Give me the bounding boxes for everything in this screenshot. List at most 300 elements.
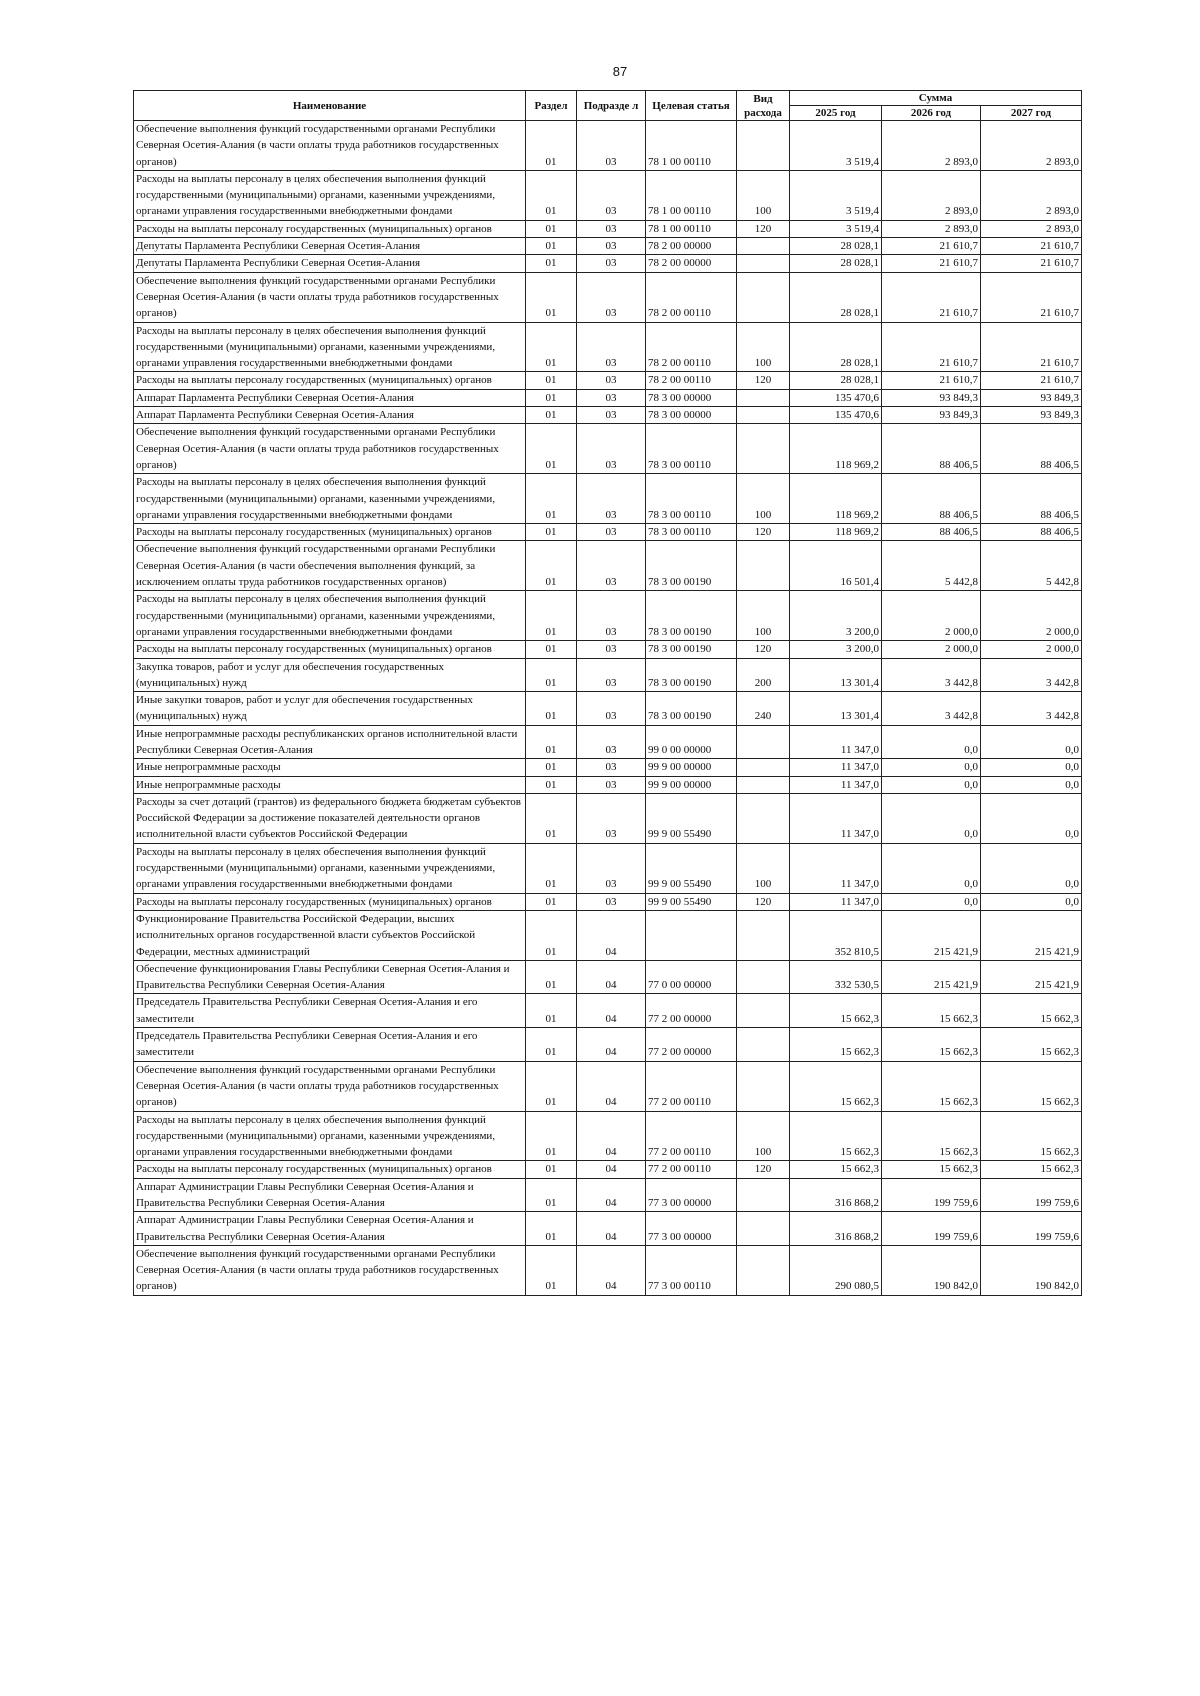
row-sum-2026: 88 406,5 <box>882 474 981 524</box>
row-expense-type <box>737 994 790 1028</box>
row-expense-type: 100 <box>737 591 790 641</box>
row-name: Расходы на выплаты персоналу государственных (муниципальных) органов <box>134 893 526 910</box>
row-sum-2027: 190 842,0 <box>981 1245 1082 1295</box>
row-sum-2025: 15 662,3 <box>790 1111 882 1161</box>
row-expense-type <box>737 1212 790 1246</box>
row-target-article: 78 2 00 00110 <box>646 322 737 372</box>
row-target-article: 78 2 00 00110 <box>646 272 737 322</box>
row-target-article: 78 3 00 00110 <box>646 474 737 524</box>
row-expense-type: 120 <box>737 220 790 237</box>
row-section: 01 <box>526 994 577 1028</box>
row-sum-2025: 15 662,3 <box>790 1161 882 1178</box>
row-subsection: 04 <box>577 1111 646 1161</box>
row-name: Расходы на выплаты персоналу в целях обеспечения выполнения функций государственными (муниципальными) органами, казенными учреждениями, органами управления государственными внебюджетными фондами <box>134 474 526 524</box>
row-sum-2026: 2 000,0 <box>882 591 981 641</box>
row-name: Расходы на выплаты персоналу в целях обеспечения выполнения функций государственными (муниципальными) органами, казенными учреждениями, органами управления государственными внебюджетными фондами <box>134 843 526 893</box>
row-sum-2026: 215 421,9 <box>882 960 981 994</box>
row-sum-2025: 13 301,4 <box>790 692 882 726</box>
row-sum-2026: 2 893,0 <box>882 220 981 237</box>
row-sum-2026: 21 610,7 <box>882 255 981 272</box>
row-sum-2027: 21 610,7 <box>981 322 1082 372</box>
row-expense-type: 100 <box>737 170 790 220</box>
row-section: 01 <box>526 170 577 220</box>
budget-table <box>133 90 1082 1296</box>
row-section: 01 <box>526 1028 577 1062</box>
table-row <box>134 692 1082 726</box>
row-section: 01 <box>526 322 577 372</box>
table-row <box>134 1178 1082 1212</box>
row-target-article: 78 3 00 00110 <box>646 424 737 474</box>
row-sum-2025: 15 662,3 <box>790 994 882 1028</box>
row-expense-type <box>737 960 790 994</box>
row-target-article: 99 9 00 00000 <box>646 776 737 793</box>
row-name: Обеспечение выполнения функций государственными органами Республики Северная Осетия-Алания (в части оплаты труда работников государственных органов) <box>134 272 526 322</box>
row-name: Расходы на выплаты персоналу в целях обеспечения выполнения функций государственными (муниципальными) органами, казенными учреждениями, органами управления государственными внебюджетными фондами <box>134 170 526 220</box>
row-name: Обеспечение выполнения функций государственными органами Республики Северная Осетия-Алания (в части обеспечения выполнения функций, за исключением оплаты труда работников государственных органов) <box>134 541 526 591</box>
row-target-article: 78 1 00 00110 <box>646 220 737 237</box>
table-row <box>134 641 1082 658</box>
row-expense-type: 120 <box>737 1161 790 1178</box>
row-section: 01 <box>526 474 577 524</box>
row-sum-2025: 118 969,2 <box>790 474 882 524</box>
row-sum-2027: 199 759,6 <box>981 1178 1082 1212</box>
row-sum-2026: 2 893,0 <box>882 121 981 171</box>
row-sum-2025: 11 347,0 <box>790 893 882 910</box>
row-sum-2025: 135 470,6 <box>790 389 882 406</box>
row-sum-2025: 16 501,4 <box>790 541 882 591</box>
row-sum-2026: 199 759,6 <box>882 1212 981 1246</box>
row-sum-2026: 15 662,3 <box>882 1061 981 1111</box>
row-expense-type: 200 <box>737 658 790 692</box>
row-sum-2027: 0,0 <box>981 843 1082 893</box>
row-target-article: 78 2 00 00000 <box>646 255 737 272</box>
row-target-article: 99 0 00 00000 <box>646 725 737 759</box>
row-name: Расходы на выплаты персоналу в целях обеспечения выполнения функций государственными (муниципальными) органами, казенными учреждениями, органами управления государственными внебюджетными фондами <box>134 322 526 372</box>
row-sum-2027: 21 610,7 <box>981 372 1082 389</box>
row-section: 01 <box>526 1245 577 1295</box>
table-row <box>134 725 1082 759</box>
row-sum-2026: 2 000,0 <box>882 641 981 658</box>
header-subsection: Подразде л <box>577 91 646 121</box>
header-name: Наименование <box>134 91 526 121</box>
row-subsection: 03 <box>577 591 646 641</box>
row-subsection: 03 <box>577 524 646 541</box>
row-sum-2026: 5 442,8 <box>882 541 981 591</box>
row-sum-2025: 28 028,1 <box>790 372 882 389</box>
row-sum-2026: 3 442,8 <box>882 692 981 726</box>
row-sum-2027: 215 421,9 <box>981 910 1082 960</box>
row-name: Расходы на выплаты персоналу государственных (муниципальных) органов <box>134 524 526 541</box>
row-sum-2025: 118 969,2 <box>790 424 882 474</box>
row-subsection: 03 <box>577 220 646 237</box>
row-sum-2025: 11 347,0 <box>790 759 882 776</box>
row-section: 01 <box>526 893 577 910</box>
row-sum-2026: 0,0 <box>882 776 981 793</box>
row-target-article: 78 1 00 00110 <box>646 121 737 171</box>
row-sum-2027: 15 662,3 <box>981 1061 1082 1111</box>
table-row <box>134 220 1082 237</box>
row-section: 01 <box>526 591 577 641</box>
row-target-article: 77 2 00 00000 <box>646 994 737 1028</box>
row-section: 01 <box>526 692 577 726</box>
table-row <box>134 372 1082 389</box>
row-expense-type <box>737 238 790 255</box>
table-row <box>134 910 1082 960</box>
table-row <box>134 407 1082 424</box>
row-section: 01 <box>526 220 577 237</box>
table-row <box>134 1028 1082 1062</box>
row-target-article: 78 3 00 00000 <box>646 389 737 406</box>
row-sum-2027: 21 610,7 <box>981 255 1082 272</box>
row-sum-2027: 21 610,7 <box>981 238 1082 255</box>
row-target-article: 77 3 00 00000 <box>646 1178 737 1212</box>
table-row <box>134 1245 1082 1295</box>
row-sum-2026: 21 610,7 <box>882 272 981 322</box>
row-subsection: 03 <box>577 893 646 910</box>
row-expense-type <box>737 541 790 591</box>
row-sum-2027: 88 406,5 <box>981 474 1082 524</box>
row-expense-type <box>737 725 790 759</box>
row-sum-2026: 2 893,0 <box>882 170 981 220</box>
table-row <box>134 843 1082 893</box>
row-name: Аппарат Парламента Республики Северная Осетия-Алания <box>134 389 526 406</box>
table-row <box>134 776 1082 793</box>
row-sum-2025: 11 347,0 <box>790 776 882 793</box>
row-subsection: 03 <box>577 843 646 893</box>
row-subsection: 04 <box>577 1061 646 1111</box>
row-sum-2025: 15 662,3 <box>790 1061 882 1111</box>
row-name: Расходы на выплаты персоналу государственных (муниципальных) органов <box>134 1161 526 1178</box>
row-sum-2026: 0,0 <box>882 843 981 893</box>
row-section: 01 <box>526 424 577 474</box>
row-name: Иные непрограммные расходы республиканских органов исполнительной власти Республики Северная Осетия-Алания <box>134 725 526 759</box>
row-sum-2026: 215 421,9 <box>882 910 981 960</box>
row-name: Обеспечение выполнения функций государственными органами Республики Северная Осетия-Алания (в части оплаты труда работников государственных органов) <box>134 424 526 474</box>
table-row <box>134 1212 1082 1246</box>
row-sum-2026: 199 759,6 <box>882 1178 981 1212</box>
row-target-article: 78 2 00 00110 <box>646 372 737 389</box>
table-body <box>134 121 1082 1296</box>
row-target-article: 77 0 00 00000 <box>646 960 737 994</box>
header-target-article: Целевая статья <box>646 91 737 121</box>
row-name: Расходы за счет дотаций (грантов) из федерального бюджета бюджетам субъектов Российской Федерации за достижение показателей деятельности органов исполнительной власти субъектов Российской Федерации <box>134 793 526 843</box>
row-section: 01 <box>526 238 577 255</box>
row-section: 01 <box>526 843 577 893</box>
row-expense-type <box>737 407 790 424</box>
row-sum-2026: 0,0 <box>882 893 981 910</box>
row-sum-2027: 2 000,0 <box>981 641 1082 658</box>
row-section: 01 <box>526 407 577 424</box>
row-sum-2025: 28 028,1 <box>790 322 882 372</box>
row-subsection: 03 <box>577 322 646 372</box>
row-name: Аппарат Парламента Республики Северная Осетия-Алания <box>134 407 526 424</box>
table-row <box>134 474 1082 524</box>
row-name: Функционирование Правительства Российской Федерации, высших исполнительных органов государственной власти субъектов Российской Федерации, местных администраций <box>134 910 526 960</box>
row-sum-2026: 0,0 <box>882 793 981 843</box>
table-row <box>134 121 1082 171</box>
row-target-article: 78 3 00 00190 <box>646 692 737 726</box>
row-sum-2025: 28 028,1 <box>790 272 882 322</box>
row-subsection: 03 <box>577 692 646 726</box>
row-subsection: 03 <box>577 759 646 776</box>
row-expense-type: 240 <box>737 692 790 726</box>
row-sum-2026: 0,0 <box>882 725 981 759</box>
row-expense-type <box>737 121 790 171</box>
row-name: Депутаты Парламента Республики Северная Осетия-Алания <box>134 255 526 272</box>
row-sum-2027: 215 421,9 <box>981 960 1082 994</box>
table-row <box>134 759 1082 776</box>
row-sum-2026: 0,0 <box>882 759 981 776</box>
row-sum-2027: 0,0 <box>981 759 1082 776</box>
row-expense-type <box>737 910 790 960</box>
row-target-article: 77 2 00 00110 <box>646 1111 737 1161</box>
row-subsection: 03 <box>577 170 646 220</box>
row-section: 01 <box>526 641 577 658</box>
row-subsection: 04 <box>577 994 646 1028</box>
row-section: 01 <box>526 541 577 591</box>
table-row <box>134 255 1082 272</box>
row-expense-type: 100 <box>737 843 790 893</box>
row-expense-type: 100 <box>737 322 790 372</box>
row-sum-2025: 118 969,2 <box>790 524 882 541</box>
row-subsection: 03 <box>577 238 646 255</box>
row-target-article: 78 1 00 00110 <box>646 170 737 220</box>
row-expense-type <box>737 1178 790 1212</box>
row-target-article: 99 9 00 55490 <box>646 893 737 910</box>
row-expense-type: 120 <box>737 524 790 541</box>
row-expense-type <box>737 389 790 406</box>
row-name: Иные непрограммные расходы <box>134 759 526 776</box>
row-name: Иные закупки товаров, работ и услуг для обеспечения государственных (муниципальных) нужд <box>134 692 526 726</box>
row-sum-2025: 332 530,5 <box>790 960 882 994</box>
row-sum-2027: 15 662,3 <box>981 1111 1082 1161</box>
row-sum-2027: 88 406,5 <box>981 524 1082 541</box>
row-section: 01 <box>526 389 577 406</box>
row-subsection: 04 <box>577 1245 646 1295</box>
row-subsection: 04 <box>577 1161 646 1178</box>
row-name: Расходы на выплаты персоналу государственных (муниципальных) органов <box>134 220 526 237</box>
row-sum-2027: 2 893,0 <box>981 121 1082 171</box>
header-section: Раздел <box>526 91 577 121</box>
row-sum-2025: 3 519,4 <box>790 170 882 220</box>
row-target-article: 99 9 00 55490 <box>646 793 737 843</box>
row-sum-2027: 2 000,0 <box>981 591 1082 641</box>
row-name: Обеспечение функционирования Главы Республики Северная Осетия-Алания и Правительства Республики Северная Осетия-Алания <box>134 960 526 994</box>
row-expense-type <box>737 793 790 843</box>
row-sum-2027: 88 406,5 <box>981 424 1082 474</box>
row-sum-2025: 3 519,4 <box>790 121 882 171</box>
table-row <box>134 272 1082 322</box>
table-row <box>134 591 1082 641</box>
row-subsection: 03 <box>577 121 646 171</box>
table-row <box>134 541 1082 591</box>
row-sum-2027: 2 893,0 <box>981 220 1082 237</box>
row-name: Расходы на выплаты персоналу государственных (муниципальных) органов <box>134 641 526 658</box>
row-sum-2025: 316 868,2 <box>790 1212 882 1246</box>
row-sum-2027: 3 442,8 <box>981 692 1082 726</box>
row-name: Председатель Правительства Республики Северная Осетия-Алания и его заместители <box>134 994 526 1028</box>
row-target-article: 99 9 00 00000 <box>646 759 737 776</box>
row-name: Закупка товаров, работ и услуг для обеспечения государственных (муниципальных) нужд <box>134 658 526 692</box>
row-sum-2025: 13 301,4 <box>790 658 882 692</box>
row-sum-2026: 21 610,7 <box>882 238 981 255</box>
row-section: 01 <box>526 776 577 793</box>
row-subsection: 03 <box>577 424 646 474</box>
row-subsection: 03 <box>577 407 646 424</box>
row-sum-2026: 93 849,3 <box>882 389 981 406</box>
row-target-article: 99 9 00 55490 <box>646 843 737 893</box>
row-subsection: 03 <box>577 474 646 524</box>
table-row <box>134 658 1082 692</box>
table-row <box>134 424 1082 474</box>
row-subsection: 04 <box>577 1212 646 1246</box>
table-row <box>134 524 1082 541</box>
row-section: 01 <box>526 255 577 272</box>
row-subsection: 04 <box>577 910 646 960</box>
row-sum-2027: 0,0 <box>981 893 1082 910</box>
row-section: 01 <box>526 658 577 692</box>
header-expense-type: Вид расхода <box>737 91 790 121</box>
row-section: 01 <box>526 1212 577 1246</box>
row-section: 01 <box>526 759 577 776</box>
row-name: Обеспечение выполнения функций государственными органами Республики Северная Осетия-Алания (в части оплаты труда работников государственных органов) <box>134 1061 526 1111</box>
row-sum-2027: 15 662,3 <box>981 1028 1082 1062</box>
row-sum-2025: 3 519,4 <box>790 220 882 237</box>
row-subsection: 03 <box>577 272 646 322</box>
row-expense-type: 120 <box>737 641 790 658</box>
row-target-article: 78 3 00 00190 <box>646 591 737 641</box>
row-name: Аппарат Администрации Главы Республики Северная Осетия-Алания и Правительства Республики Северная Осетия-Алания <box>134 1178 526 1212</box>
table-row <box>134 893 1082 910</box>
row-expense-type: 100 <box>737 474 790 524</box>
row-section: 01 <box>526 121 577 171</box>
row-sum-2026: 21 610,7 <box>882 372 981 389</box>
row-sum-2025: 11 347,0 <box>790 725 882 759</box>
table-row <box>134 1111 1082 1161</box>
row-sum-2025: 11 347,0 <box>790 843 882 893</box>
row-section: 01 <box>526 524 577 541</box>
row-sum-2026: 93 849,3 <box>882 407 981 424</box>
table-row <box>134 793 1082 843</box>
header-year-2027: 2027 год <box>981 106 1082 121</box>
row-sum-2026: 3 442,8 <box>882 658 981 692</box>
row-name: Аппарат Администрации Главы Республики Северная Осетия-Алания и Правительства Республики Северная Осетия-Алания <box>134 1212 526 1246</box>
row-expense-type <box>737 272 790 322</box>
row-subsection: 04 <box>577 1178 646 1212</box>
row-section: 01 <box>526 1178 577 1212</box>
row-target-article <box>646 910 737 960</box>
row-expense-type <box>737 776 790 793</box>
row-sum-2027: 15 662,3 <box>981 994 1082 1028</box>
row-subsection: 03 <box>577 776 646 793</box>
row-target-article: 77 3 00 00000 <box>646 1212 737 1246</box>
row-sum-2025: 15 662,3 <box>790 1028 882 1062</box>
table-row <box>134 960 1082 994</box>
row-target-article: 77 3 00 00110 <box>646 1245 737 1295</box>
row-sum-2026: 88 406,5 <box>882 524 981 541</box>
row-sum-2027: 3 442,8 <box>981 658 1082 692</box>
row-subsection: 03 <box>577 372 646 389</box>
row-subsection: 03 <box>577 541 646 591</box>
row-name: Расходы на выплаты персоналу в целях обеспечения выполнения функций государственными (муниципальными) органами, казенными учреждениями, органами управления государственными внебюджетными фондами <box>134 1111 526 1161</box>
row-name: Обеспечение выполнения функций государственными органами Республики Северная Осетия-Алания (в части оплаты труда работников государственных органов) <box>134 1245 526 1295</box>
row-expense-type <box>737 255 790 272</box>
row-sum-2025: 135 470,6 <box>790 407 882 424</box>
row-sum-2027: 199 759,6 <box>981 1212 1082 1246</box>
table-row <box>134 1061 1082 1111</box>
row-sum-2027: 5 442,8 <box>981 541 1082 591</box>
row-sum-2026: 21 610,7 <box>882 322 981 372</box>
row-target-article: 78 3 00 00110 <box>646 524 737 541</box>
header-sum: Сумма <box>790 91 1082 106</box>
row-section: 01 <box>526 793 577 843</box>
row-section: 01 <box>526 1111 577 1161</box>
row-sum-2027: 2 893,0 <box>981 170 1082 220</box>
table-header <box>134 91 1082 121</box>
row-name: Расходы на выплаты персоналу в целях обеспечения выполнения функций государственными (муниципальными) органами, казенными учреждениями, органами управления государственными внебюджетными фондами <box>134 591 526 641</box>
row-expense-type <box>737 1245 790 1295</box>
row-expense-type <box>737 424 790 474</box>
row-sum-2027: 15 662,3 <box>981 1161 1082 1178</box>
row-sum-2027: 0,0 <box>981 793 1082 843</box>
row-sum-2025: 28 028,1 <box>790 255 882 272</box>
row-sum-2026: 88 406,5 <box>882 424 981 474</box>
page-number: 87 <box>612 64 628 79</box>
row-target-article: 78 3 00 00190 <box>646 541 737 591</box>
row-subsection: 03 <box>577 725 646 759</box>
row-sum-2026: 190 842,0 <box>882 1245 981 1295</box>
row-sum-2026: 15 662,3 <box>882 1111 981 1161</box>
row-subsection: 03 <box>577 255 646 272</box>
row-subsection: 03 <box>577 641 646 658</box>
row-name: Расходы на выплаты персоналу государственных (муниципальных) органов <box>134 372 526 389</box>
row-sum-2025: 3 200,0 <box>790 641 882 658</box>
row-section: 01 <box>526 372 577 389</box>
row-expense-type: 120 <box>737 893 790 910</box>
row-target-article: 77 2 00 00000 <box>646 1028 737 1062</box>
row-expense-type <box>737 1061 790 1111</box>
header-year-2025: 2025 год <box>790 106 882 121</box>
row-sum-2025: 11 347,0 <box>790 793 882 843</box>
row-target-article: 77 2 00 00110 <box>646 1161 737 1178</box>
row-expense-type <box>737 759 790 776</box>
row-sum-2025: 290 080,5 <box>790 1245 882 1295</box>
table-row <box>134 389 1082 406</box>
table-row <box>134 994 1082 1028</box>
row-section: 01 <box>526 725 577 759</box>
row-subsection: 04 <box>577 960 646 994</box>
row-sum-2026: 15 662,3 <box>882 994 981 1028</box>
row-sum-2027: 21 610,7 <box>981 272 1082 322</box>
row-section: 01 <box>526 1061 577 1111</box>
row-target-article: 77 2 00 00110 <box>646 1061 737 1111</box>
row-name: Депутаты Парламента Республики Северная Осетия-Алания <box>134 238 526 255</box>
row-name: Обеспечение выполнения функций государственными органами Республики Северная Осетия-Алания (в части оплаты труда работников государственных органов) <box>134 121 526 171</box>
row-section: 01 <box>526 960 577 994</box>
row-expense-type: 120 <box>737 372 790 389</box>
table-row <box>134 170 1082 220</box>
row-sum-2025: 316 868,2 <box>790 1178 882 1212</box>
row-sum-2026: 15 662,3 <box>882 1028 981 1062</box>
row-sum-2025: 28 028,1 <box>790 238 882 255</box>
row-sum-2025: 3 200,0 <box>790 591 882 641</box>
row-expense-type <box>737 1028 790 1062</box>
row-expense-type: 100 <box>737 1111 790 1161</box>
row-sum-2027: 0,0 <box>981 776 1082 793</box>
table-row <box>134 322 1082 372</box>
header-year-2026: 2026 год <box>882 106 981 121</box>
row-section: 01 <box>526 272 577 322</box>
